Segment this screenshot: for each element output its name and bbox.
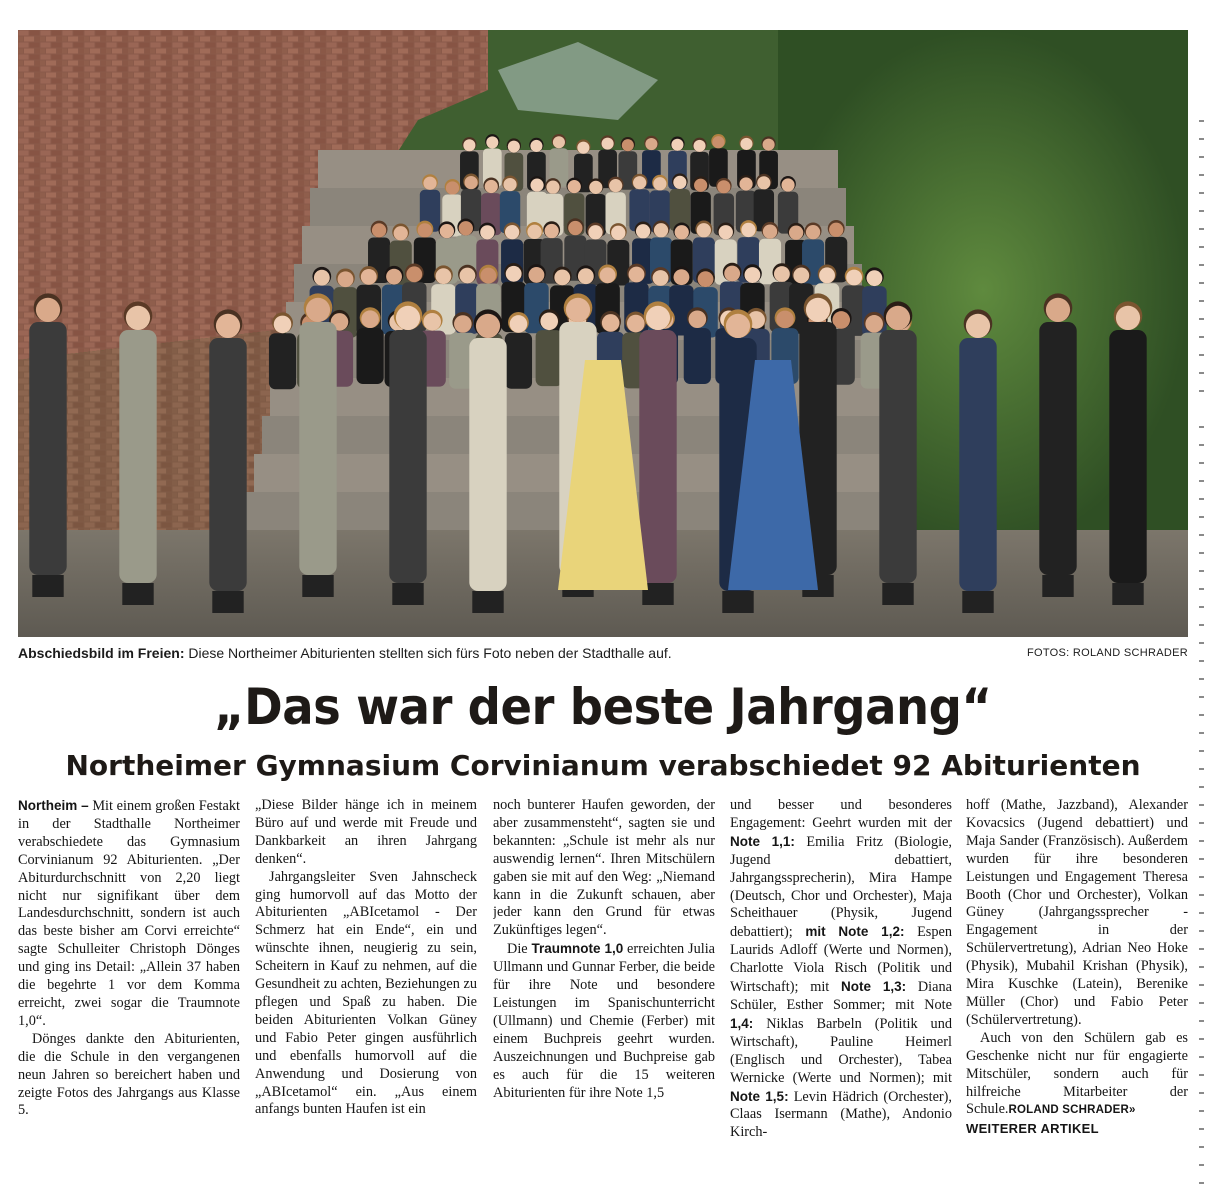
paragraph: hoff (Mathe, Jazzband), Alexander Kovacsics (Jugend debattiert) und Maja Sander (Französisch). Außerdem wurden für ihre besonderen Leistungen und Engagement Theresa Booth (Chor und Orchester), Volkan Güney (Jahrgangssprecher - Engagement in der Schülervertretung), Adrian Neo Hoke (Physik), Mubahil Krishan (Physik), Mira Kuschke (Latein), Berenike Müller (Chor) und Fabio Peter (Schülervertretung). [966,797,1188,1028]
text-run: Niklas Barbeln (Politik und Wirtschaft), Pauline Heimerl (Englisch und Orchester), Tabea Wernicke (Werte und Normen); mit [730,1015,952,1086]
student-figure [505,312,532,389]
text-fragment [1199,264,1204,266]
headline: „Das war der beste Jahrgang“ [213,678,992,736]
text-run: Espen Laurids Adloff (Werte und Normen), Charlotte Viola Risch (Politik und Wirtschaft); mit [730,924,952,996]
paragraph: Auch von den Schülern gab es Geschenke nicht nur für engagierte Mitschüler, sondern auch für hilfreiche Mitarbeiter der Schule. [966,1029,1188,1118]
text-fragment [1199,606,1204,608]
text-fragment [1199,372,1204,374]
more-article-link[interactable]: WEITERER ARTIKEL [966,1121,1099,1137]
paragraph: Jahrgangsleiter Sven Jahnscheck ging humorvoll auf das Motto der Abiturienten „ABIcetamol - Der Schmerz hat ein Ende“, ein und wünschte ihnen, neugierig zu sein, Scheitern in Kauf zu nehmen, auf die Gesundheit zu achten, Beziehungen zu pflegen und Spaß zu haben. Die beiden Abiturienten Volkan Güney und Fabio Peter gingen ausführlich und ebenfalls humorvoll auf die Anwendung und Dosierung von „ABIcetamol“ ein. „Aus einem anfangs bunten Haufen ist ein [255,868,477,1118]
text-fragment [1199,966,1204,968]
paragraph: Dönges dankte den Abiturienten, die die Schule in den vergangenen neun Jahren so bereichert haben und zeigte Fotos des Jahrgangs aus Klasse 5. [18,1030,240,1119]
text-fragment [1199,1056,1204,1058]
article-column-2 [255,797,477,1192]
text-fragment [1199,390,1204,392]
text-fragment [1199,498,1204,500]
highlight: Traumnote 1,0 [531,941,624,957]
student-figure [269,312,296,389]
text-run: Emilia Fritz (Biologie, Jugend debattiert, Jahrgangssprecherin), Mira Hampe (Deutsch, Chor und Orchester), Maja Scheithauer (Physik, Jugend debattiert); [730,833,952,941]
article-column-1 [18,797,240,1192]
text-fragment [1199,804,1204,806]
photo-credit: FOTOS: ROLAND SCHRADER [1026,647,1188,659]
student-figure [29,293,66,597]
student-figure [669,266,693,335]
text-fragment [1199,624,1204,626]
text-fragment [1199,894,1204,896]
article-column-5 [966,797,1188,1192]
text-fragment [1199,588,1204,590]
text-fragment [1199,426,1204,428]
text-fragment [1199,912,1204,914]
author-signature: ROLAND SCHRADER» [1008,1104,1136,1117]
text-fragment [1199,642,1204,644]
text-fragment [1199,444,1204,446]
caption-text: Diese Northeimer Abiturienten stellten sich fürs Foto neben der Stadthalle auf. [184,645,672,661]
student-figure [209,309,246,613]
text-fragment [1199,192,1204,194]
text-fragment [1199,750,1204,752]
student-figure [469,309,506,613]
text-fragment [1199,1038,1204,1040]
text-fragment [1199,768,1204,770]
text-run: Levin Hädrich (Orchester), Claas Isermann (Mathe), Andonio Kirch- [730,1088,952,1141]
highlight: Note 1,1: [730,833,795,849]
text-fragment [1199,822,1204,824]
text-run: erreichten Julia Ullmann und Gunnar Ferber, die beide für ihre Note und besondere Leistungen im Spanischunterricht (Ullmann) und Chemie (Ferber) mit einem Buchpreis geehrt wurden. Auszeichnungen und Buchpreise gab es auch für die 15 weiteren Abiturienten für ihre Note 1,5 [493,941,715,1101]
text-fragment [1199,696,1204,698]
student-figure [536,309,563,386]
text-fragment [1199,282,1204,284]
student-figure [119,301,156,605]
text-fragment [1199,660,1204,662]
highlight: 1,4: [730,1015,754,1031]
text-fragment [1199,1128,1204,1130]
student-figure [389,301,426,605]
text-run: und besser und besonderes Engagement: Geehrt wurden mit der [730,797,952,831]
text-fragment [1199,534,1204,536]
text-fragment [1199,210,1204,212]
text-fragment [1199,246,1204,248]
text-fragment [1199,858,1204,860]
text-fragment [1199,948,1204,950]
text-fragment [1199,1002,1204,1004]
text-fragment [1199,300,1204,302]
paragraph: noch bunterer Haufen geworden, der aber zusammensteht“, sagten sie und bekannten: „Schule ist mehr als nur auswendig lernen“. Ihren Mitschülern gaben sie mit auf den Weg: „Niemand kann in die Zukunft schauen, aber jeder kann den Grund für etwas Zukünftiges legen“. [493,797,715,939]
text-fragment [1199,984,1204,986]
student-figure [299,293,336,597]
highlight: Note 1,3: [840,979,907,995]
text-fragment [1199,714,1204,716]
text-fragment [1199,1092,1204,1094]
text-fragment [1199,1146,1204,1148]
student-figure [639,301,676,605]
text-fragment [1199,138,1204,140]
paragraph: „Diese Bilder hänge ich in meinem Büro auf und werde mit Freude und Dankbarkeit an ihren Jahrgang denken“. [255,797,477,867]
student-figure [959,309,996,613]
text-fragment [1199,840,1204,842]
dateline: Northeim – [18,798,89,813]
article-column-4 [730,797,952,1192]
text-fragment [1199,120,1204,122]
caption-lead: Abschiedsbild im Freien: [18,645,185,661]
group-photo [18,30,1188,637]
student-figure [357,307,384,384]
highlight: Note 1,5: [730,1088,789,1104]
text-run: Diana Schüler, Esther Sommer; mit Note [730,979,952,1013]
text-fragment [1199,1020,1204,1022]
text-fragment [1199,336,1204,338]
text-fragment [1199,1164,1204,1166]
student-figure [1039,293,1076,597]
text-fragment [1199,1074,1204,1076]
text-fragment [1199,786,1204,788]
group-photo-illustration [18,30,1188,637]
subheadline: Northeimer Gymnasium Corvinianum verabschiedet 92 Abiturienten [65,749,1141,782]
text-fragment [1199,228,1204,230]
student-figure [670,173,690,231]
text-fragment [1199,462,1204,464]
text-fragment [1199,732,1204,734]
adjacent-column-fragment [1198,120,1206,1201]
text-fragment [1199,480,1204,482]
text-fragment [1199,174,1204,176]
text-fragment [1199,354,1204,356]
student-figure [684,307,711,384]
text-fragment [1199,1182,1204,1184]
text-fragment [1199,930,1204,932]
text-fragment [1199,876,1204,878]
photo-caption [18,643,1188,663]
text-fragment [1199,552,1204,554]
article-column-3 [493,797,715,1192]
text-fragment [1199,1110,1204,1112]
text-fragment [1199,156,1204,158]
student-figure [1109,301,1146,605]
text-run: Die [507,941,532,958]
text-fragment [1199,678,1204,680]
student-figure [879,301,916,605]
text-fragment [1199,318,1204,320]
text-fragment [1199,516,1204,518]
paragraph: Mit einem großen Festakt in der Stadthalle Northeimer verabschiedete das Gymnasium Corvinianum 92 Abiturienten. „Der Abiturdurchschnitt von 2,20 liegt nicht nur signifikant über dem Landesdurchschnitt, sondern ist auch das beste bisher am Corvi erreichte“ sagte Schulleiter Christoph Dönges und ging ins Detail: „Allein 37 haben die begehrte 1 vor dem Komma erreicht, zwei sogar die Traumnote 1,0“. [18,798,240,1029]
highlight: mit Note 1,2: [805,924,905,940]
text-fragment [1199,570,1204,572]
